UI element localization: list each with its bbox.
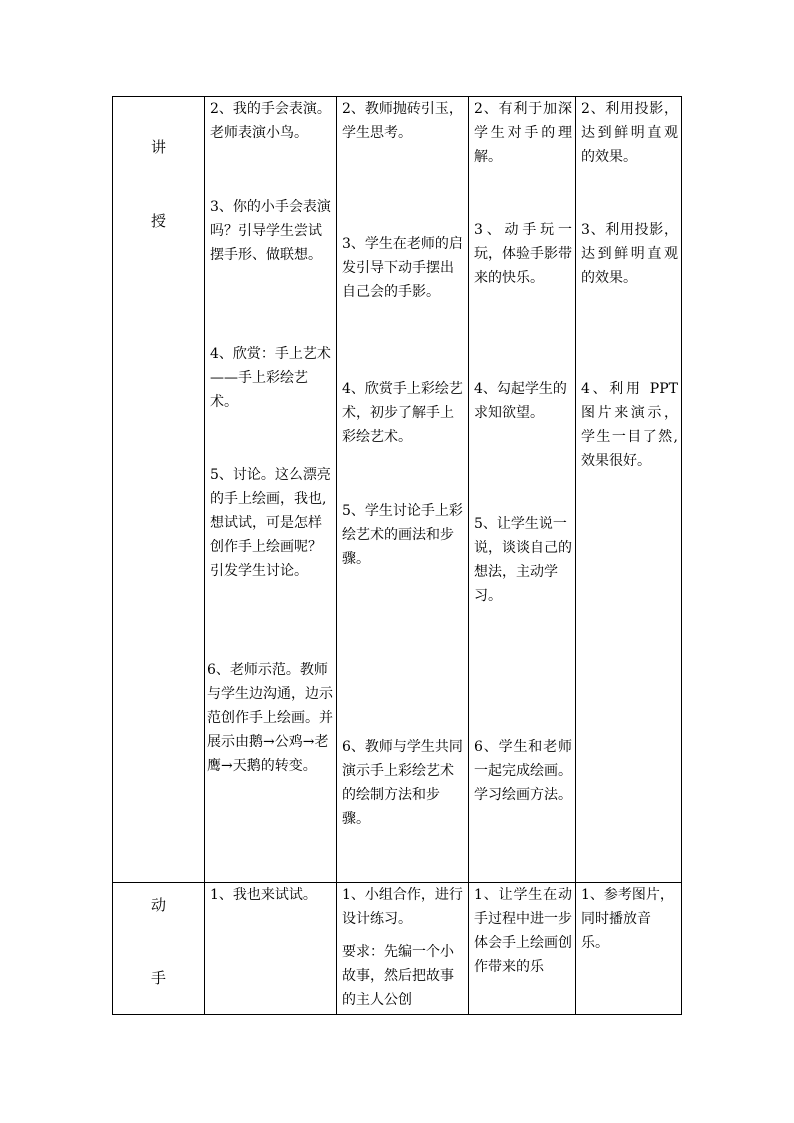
text-block: 4、欣赏：手上艺术——手上彩绘艺术。	[210, 346, 331, 410]
text-block: 3、动手玩一玩，体验手影带来的快乐。	[474, 222, 572, 286]
text-block: 6、教师与学生共同演示手上彩绘艺术的绘制方法和步骤。	[342, 739, 463, 827]
text-block: 6、学生和老师一起完成绘画。学习绘画方法。	[474, 739, 572, 803]
text-block: 5、讨论。这么漂亮的手上绘画，我也,想试试，可是怎样创作手上绘画呢？引发学生讨论。	[210, 467, 331, 579]
teacher-activity-cell	[205, 883, 337, 1015]
design-intent-cell	[469, 97, 576, 883]
student-activity-cell	[337, 97, 469, 883]
section-char: 讲	[150, 138, 166, 156]
teacher-activity-cell	[205, 97, 337, 883]
media-usage-cell	[576, 883, 682, 1015]
text-block: 2、教师抛砖引玉，学生思考。	[342, 101, 463, 141]
table-row-lecture	[113, 97, 682, 883]
section-label-cell	[113, 97, 205, 883]
text-block: 4、欣赏手上彩绘艺术，初步了解手上彩绘艺术。	[342, 381, 463, 445]
text-block: 1、我也来试试。	[210, 887, 317, 903]
text-block: 2、有利于加深学生对手的理解。	[474, 101, 572, 165]
design-intent-cell	[469, 883, 576, 1015]
text-block: 3、学生在老师的启发引导下动手摆出自己会的手影。	[342, 236, 463, 300]
text-block: 2、我的手会表演。老师表演小鸟。	[210, 101, 331, 141]
section-label-cell	[113, 883, 205, 1015]
text-block: 3、利用投影，达到鲜明直观的效果。	[581, 222, 678, 286]
text-block: 1、让学生在动手过程中进一步体会手上绘画创作带来的乐	[474, 887, 572, 975]
lesson-plan-table	[112, 96, 682, 1015]
text-block: 3、你的小手会表演吗？引导学生尝试摆手形、做联想。	[210, 199, 331, 263]
section-char: 动	[150, 896, 166, 914]
student-activity-cell	[337, 883, 469, 1015]
section-char: 手	[150, 969, 166, 987]
media-usage-cell	[576, 97, 682, 883]
table-row-hands-on	[113, 883, 682, 1015]
section-char: 授	[150, 212, 166, 230]
text-block: 2、利用投影，达到鲜明直观的效果。	[581, 101, 678, 165]
text-block: 6、老师示范。教师与学生边沟通，边示范创作手上绘画。并展示由鹅→公鸡→老鹰→天鹅的转变。	[207, 662, 333, 774]
text-block: 5、学生讨论手上彩绘艺术的画法和步骤。	[342, 503, 463, 567]
text-block: 5、让学生说一说，谈谈自己的想法，主动学习。	[474, 516, 572, 604]
text-block: 1、小组合作，进行设计练习。	[342, 887, 463, 927]
text-block: 4、利用 PPT 图片来演示，学生一目了然,效果很好。	[581, 381, 678, 469]
text-block: 要求：先编一个小故事，然后把故事的主人公创	[342, 944, 454, 1008]
text-block: 4、勾起学生的求知欲望。	[474, 381, 567, 421]
text-block: 1、参考图片，同时播放音乐。	[581, 887, 674, 951]
